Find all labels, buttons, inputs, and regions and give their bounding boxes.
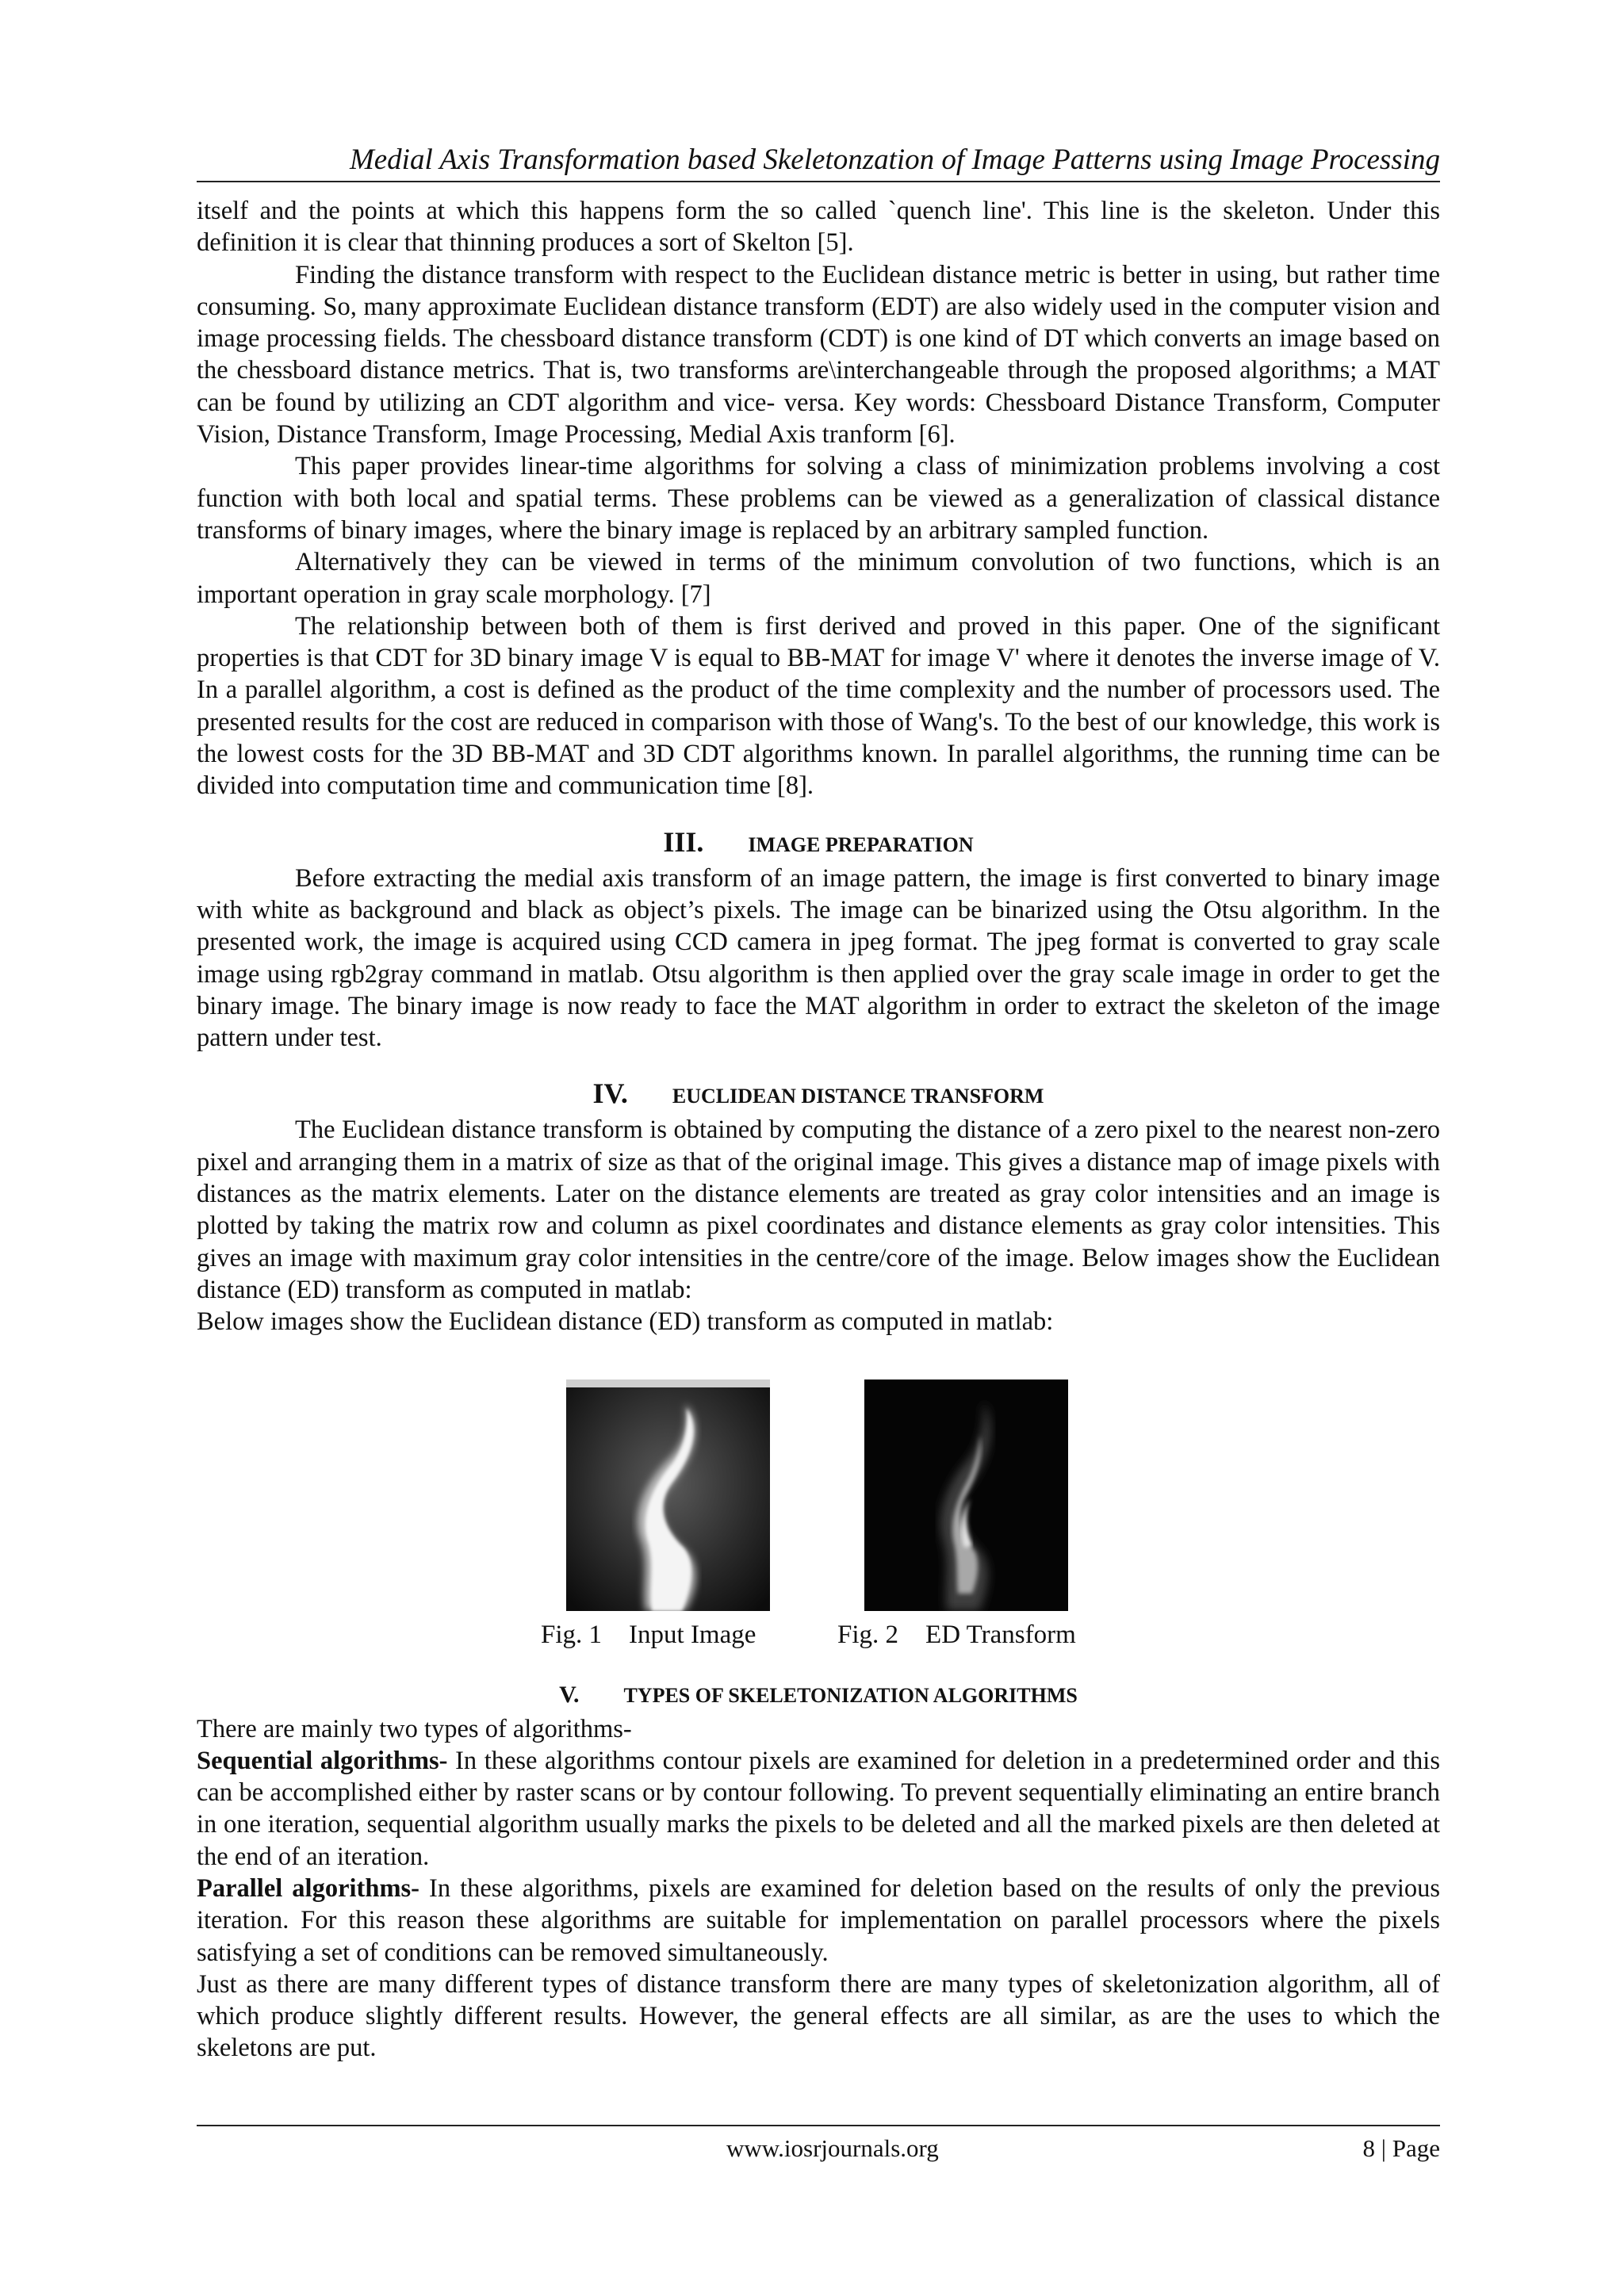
figure-1-caption	[541, 1621, 756, 1650]
body-paragraph-4: Alternatively they can be viewed in terms of the minimum convolution of two functions, which is an important operation in gray scale morphology. [7]	[197, 548, 1440, 609]
sequential-term: Sequential algorithms-	[197, 1746, 448, 1775]
figure-captions	[197, 1621, 1440, 1655]
section-4-title: EUCLIDEAN DISTANCE TRANSFORM	[672, 1085, 1044, 1108]
figure-2-label: Fig. 2	[837, 1620, 899, 1649]
body-paragraph-1: itself and the points at which this happens form the so called `quench line'. This line is the skeleton. Under this definition it is clear that thinning produces a sort of Skelton [5].	[197, 197, 1440, 258]
section-5-closing: Just as there are many different types of distance transform there are many types of skeletonization algorithm, all of which produce slightly different results. However, the general effects are all similar, as are the uses to which the skeletons are put.	[197, 1969, 1440, 2063]
section-5-title: TYPES OF SKELETONIZATION ALGORITHMS	[623, 1683, 1078, 1707]
figure-1-label: Fig. 1	[541, 1620, 603, 1649]
journal-url[interactable]: www.iosrjournals.org	[726, 2134, 939, 2162]
running-title: Medial Axis Transformation based Skeletonzation of Image Patterns using Image Processing	[197, 143, 1440, 182]
section-3-heading	[197, 826, 1440, 861]
section-4-paragraph-2: Below images show the Euclidean distance (ED) transform as computed in matlab:	[197, 1307, 1054, 1337]
sequential-paragraph	[197, 1745, 1440, 1873]
section-4-paragraph-1: The Euclidean distance transform is obtained by computing the distance of a zero pixel to the nearest non-zero pixel and arranging them in a matrix of size as that of the original image. This gives a distance map of image pixels with distances as the matrix elements. Later on the distance elements are treated as gray color intensities and an image is plotted by taking the matrix row and column as pixel coordinates and distance elements as gray color intensities. This gives an image with maximum gray color intensities in the centre/core of the image. Below images show the Euclidean distance (ED) transform as computed in matlab:	[197, 1115, 1440, 1304]
ed-transform-figure	[864, 1380, 1068, 1611]
figure-row	[197, 1380, 1440, 1617]
body-paragraph-3: This paper provides linear-time algorithms for solving a class of minimization problems involving a cost function with both local and spatial terms. These problems can be viewed as a generalization of classical distance transforms of binary images, where the binary image is replaced by an arbitrary sampled function.	[197, 452, 1440, 545]
figure-2-caption-text: ED Transform	[925, 1620, 1076, 1649]
section-4-number: IV.	[592, 1077, 628, 1110]
section-5-number: V.	[559, 1681, 580, 1708]
input-image-figure	[566, 1380, 770, 1611]
section-3-title: IMAGE PREPARATION	[748, 832, 974, 856]
figure-1-caption-text: Input Image	[629, 1620, 756, 1649]
body-paragraph-2: Finding the distance transform with respect to the Euclidean distance metric is better in using, but rather time consuming. So, many approximate Euclidean distance transform (EDT) are also widely used in the computer vision and image processing fields. The chessboard distance transform (CDT) is one kind of DT which converts an image based on the chessboard distance metrics. That is, two transforms are\interchangeable through the proposed algorithms; a MAT can be found by utilizing an CDT algorithm and vice- versa. Key words: Chessboard Distance Transform, Computer Vision, Distance Transform, Image Processing, Medial Axis tranform [6].	[197, 260, 1440, 450]
section-4-heading	[197, 1077, 1440, 1112]
section-3-number: III.	[663, 825, 704, 858]
section-5-heading	[197, 1679, 1440, 1712]
parallel-paragraph	[197, 1873, 1440, 1969]
parallel-term: Parallel algorithms-	[197, 1873, 419, 1903]
section-5-intro: There are mainly two types of algorithms-	[197, 1714, 632, 1743]
page-footer	[197, 2125, 1440, 2166]
section-3-paragraph: Before extracting the medial axis transform of an image pattern, the image is first converted to binary image with white as background and black as object’s pixels. The image can be binarized using the Otsu algorithm. In the presented work, the image is acquired using CCD camera in jpeg format. The jpeg format is converted to gray scale image using rgb2gray command in matlab. Otsu algorithm is then applied over the gray scale image in order to get the binary image. The binary image is now ready to face the MAT algorithm in order to extract the skeleton of the image pattern under test.	[197, 863, 1440, 1053]
parallel-text: In these algorithms, pixels are examined for deletion based on the results of only the previous iteration. For this reason these algorithms are suitable for implementation on parallel processors where the pixels satisfying a set of conditions can be removed simultaneously.	[197, 1873, 1440, 1967]
figure-2-caption	[837, 1621, 1076, 1650]
page-number: 8 | Page	[1362, 2134, 1440, 2162]
body-paragraph-5: The relationship between both of them is first derived and proved in this paper. One of the significant properties is that CDT for 3D binary image V is equal to BB-MAT for image V' where it denotes the inverse image of V. In a parallel algorithm, a cost is defined as the product of the time complexity and the number of processors used. The presented results for the cost are reduced in comparison with those of Wang's. To the best of our knowledge, this work is the lowest costs for the 3D BB-MAT and 3D CDT algorithms known. In parallel algorithms, the running time can be divided into computation time and communication time [8].	[197, 611, 1440, 801]
page-content	[197, 143, 1440, 2064]
sequential-text: In these algorithms contour pixels are examined for deletion in a predetermined order and this can be accomplished either by raster scans or by contour following. To prevent sequentially eliminating an entire branch in one iteration, sequential algorithm usually marks the pixels to be deleted and all the marked pixels are then deleted at the end of an iteration.	[197, 1746, 1440, 1871]
